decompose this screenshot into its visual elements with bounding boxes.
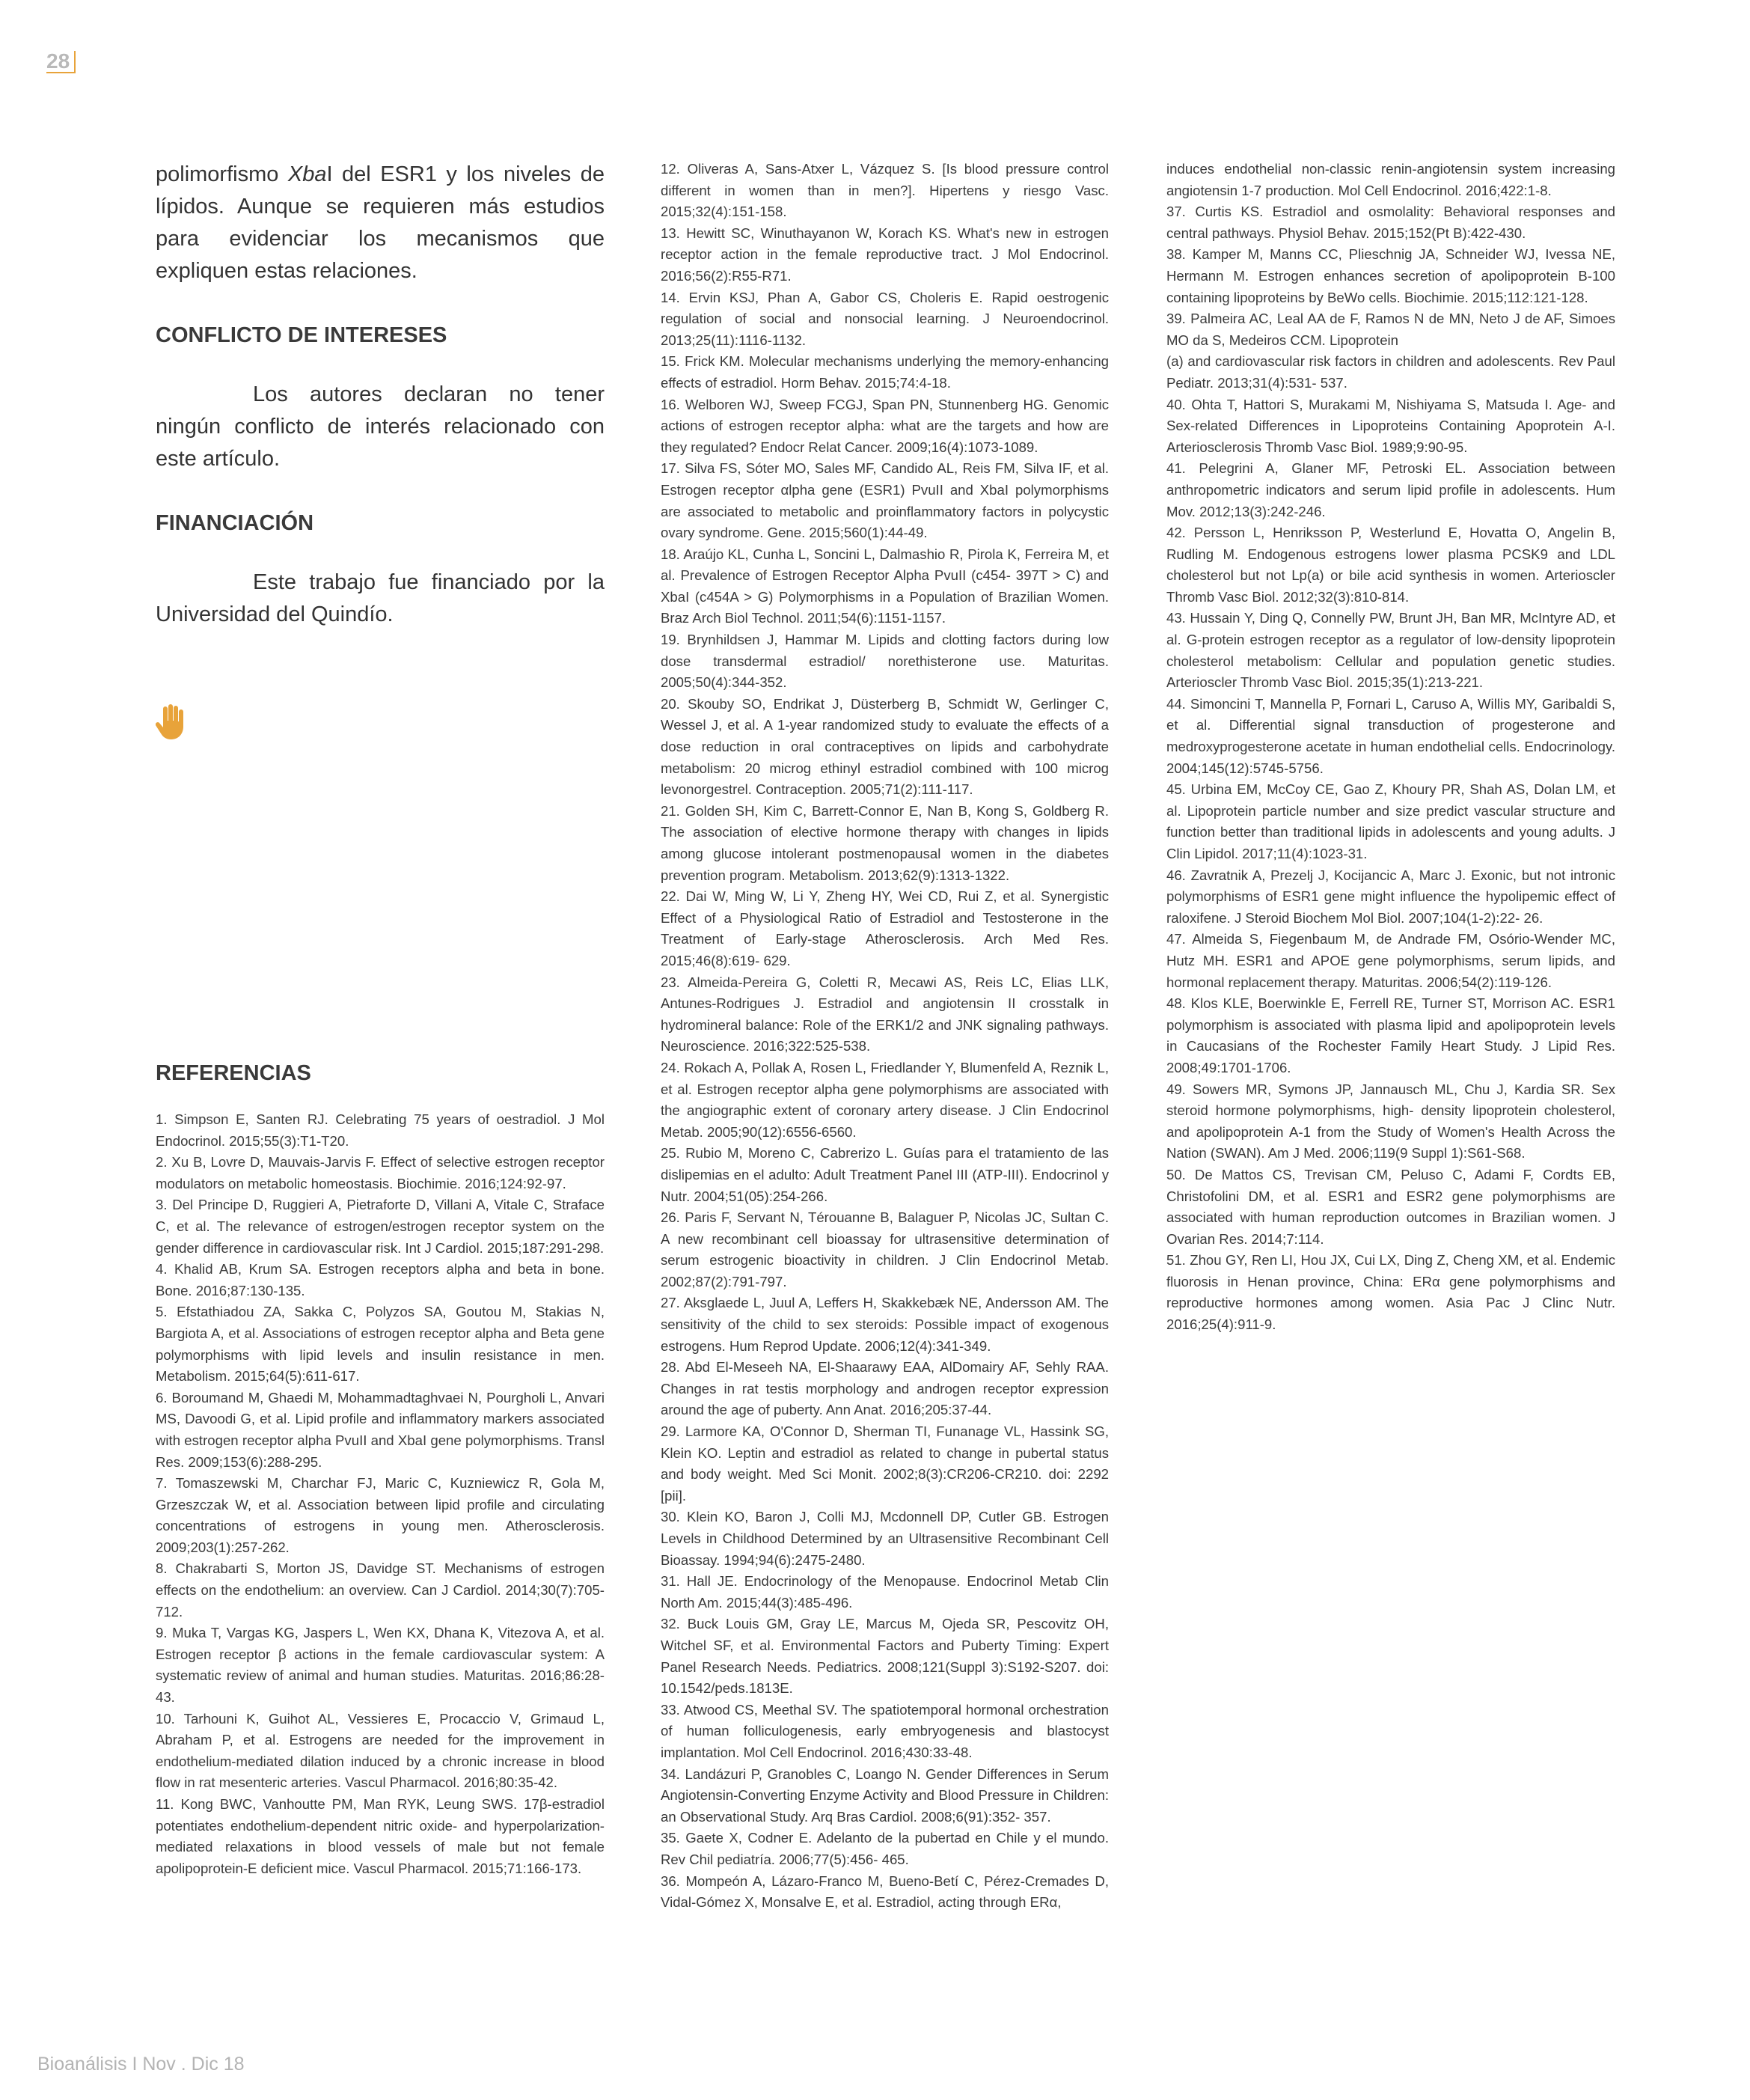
reference-item: 46. Zavratnik A, Prezelj J, Kocijancic A, Marc J. Exonic, but not intronic polymorphisms of ESR1 gene might influence the hypolipemic effect of raloxifene. J Steroid Biochem Mol Biol. 2007;104(1-2):22- 26. (1166, 867, 1615, 926)
reference-item: 47. Almeida S, Fiegenbaum M, de Andrade FM, Osório-Wender MC, Hutz MH. ESR1 and APOE gene polymorphisms, serum lipids, and hormonal replacement therapy. Maturitas. 2006;54(2):119-126. (1166, 931, 1615, 990)
reference-item: 25. Rubio M, Moreno C, Cabrerizo L. Guías para el tratamiento de las dislipemias en el adulto: Adult Treatment Panel III (ATP-III). Endocrinol y Nutr. 2004;51(05):254-266. (661, 1145, 1109, 1204)
intro-italic-term: Xba (287, 162, 327, 186)
references-heading: REFERENCIAS (156, 1061, 311, 1085)
reference-item: 14. Ervin KSJ, Phan A, Gabor CS, Choleris E. Rapid oestrogenic regulation of social and nonsocial learning. J Neuroendocrinol. 2013;25(11):1116-1132. (661, 289, 1109, 348)
intro-paragraph (156, 159, 605, 287)
reference-item: 20. Skouby SO, Endrikat J, Düsterberg B, Schmidt W, Gerlinger C, Wessel J, et al. A 1-year randomized study to evaluate the effects of a dose reduction in oral contraceptives on lipids and carbohydrate metabolism: 20 microg ethinyl estradiol combined with 100 microg levonorgestrel. Contraception. 2005;71(2):111-117. (661, 695, 1109, 798)
intro-text-before: polimorfismo (156, 162, 288, 186)
reference-item: 9. Muka T, Vargas KG, Jaspers L, Wen KX, Dhana K, Vitezova A, et al. Estrogen receptor β actions in the female cardiovascular system: A systematic review of animal and human studies. Maturitas. 2016;86:28-43. (156, 1625, 605, 1706)
reference-item: 18. Araújo KL, Cunha L, Soncini L, Dalmashio R, Pirola K, Ferreira M, et al. Prevalence of Estrogen Receptor Alpha PvuII (c454- 397T > C) and XbaI (c454A > G) Polymorphisms in a Population of Brazilian Women. Braz Arch Biol Technol. 2011;54(6):1151-1157. (661, 546, 1109, 626)
reference-item: 15. Frick KM. Molecular mechanisms underlying the memory-enhancing effects of estradiol. Horm Behav. 2015;74:4-18. (661, 353, 1109, 391)
reference-item: 43. Hussain Y, Ding Q, Connelly PW, Brunt JH, Ban MR, McIntyre AD, et al. G-protein estrogen receptor as a regulator of low-density lipoprotein cholesterol metabolism: Cellular and population genetic studies. Arterioscler Thromb Vasc Biol. 2015;35(1):213-221. (1166, 610, 1615, 691)
reference-item: 28. Abd El-Meseeh NA, El-Shaarawy EAA, AlDomairy AF, Sehly RAA. Changes in rat testis morphology and androgen receptor expression around the age of puberty. Ann Anat. 2016;205:37-44. (661, 1359, 1109, 1418)
reference-item: 17. Silva FS, Sóter MO, Sales MF, Candido AL, Reis FM, Silva IF, et al. Estrogen receptor αlpha gene (ESR1) PvuII and XbaI polymorphisms are associated to metabolic and proinflammatory factors in polycystic ovary syndrome. Gene. 2015;560(1):44-49. (661, 460, 1109, 541)
body-column (156, 159, 605, 740)
references-column-3 (1166, 159, 1615, 1336)
reference-item: 45. Urbina EM, McCoy CE, Gao Z, Khoury PR, Shah AS, Dolan LM, et al. Lipoprotein particle number and size predict vascular structure and function better than traditional lipids in adolescents and young adults. J Clin Lipidol. 2017;11(4):1023-31. (1166, 781, 1615, 861)
reference-item: 19. Brynhildsen J, Hammar M. Lipids and clotting factors during low dose transdermal estradiol/ norethisterone use. Maturitas. 2005;50(4):344-352. (661, 632, 1109, 691)
reference-item: 29. Larmore KA, O'Connor D, Sherman TI, Funanage VL, Hassink SG, Klein KO. Leptin and estradiol as related to change in pubertal status and body weight. Med Sci Monit. 2002;8(3):CR206-CR210. doi: 2292 [pii]. (661, 1423, 1109, 1504)
page-number: 28 (46, 51, 76, 73)
reference-item: 7. Tomaszewski M, Charchar FJ, Maric C, Kuzniewicz R, Gola M, Grzeszczak W, et al. Association between lipid profile and circulating concentrations of estrogens in young men. Atherosclerosis. 2009;203(1):257-262. (156, 1475, 605, 1555)
funding-text: Este trabajo fue financiado por la Universidad del Quindío. (156, 570, 605, 626)
reference-item: 40. Ohta T, Hattori S, Murakami M, Nishiyama S, Matsuda I. Age- and Sex-related Differences in Lipoproteins Containing Apoprotein A-I. Arteriosclerosis Thromb Vasc Biol. 1989;9:90-95. (1166, 396, 1615, 455)
reference-item: 36. Mompeón A, Lázaro-Franco M, Bueno-Betí C, Pérez-Cremades D, Vidal-Gómez X, Monsalve E, et al. Estradiol, acting through ERα, (661, 1872, 1109, 1911)
references-column-1 (156, 1109, 605, 1879)
reference-item: 42. Persson L, Henriksson P, Westerlund E, Hovatta O, Angelin B, Rudling M. Endogenous estrogens lower plasma PCSK9 and LDL cholesterol but not Lp(a) or bile acid synthesis in women. Arterioscler Thromb Vasc Biol. 2012;32(3):810-814. (1166, 525, 1615, 605)
reference-item: 27. Aksglaede L, Juul A, Leffers H, Skakkebæk NE, Andersson AM. The sensitivity of the child to sex steroids: Possible impact of exogenous estrogens. Hum Reprod Update. 2006;12(4):341-349. (661, 1295, 1109, 1354)
reference-item: 8. Chakrabarti S, Morton JS, Davidge ST. Mechanisms of estrogen effects on the endothelium: an overview. Can J Cardiol. 2014;30(7):705-712. (156, 1560, 605, 1620)
reference-item: 4. Khalid AB, Krum SA. Estrogen receptors alpha and beta in bone. Bone. 2016;87:130-135. (156, 1261, 605, 1298)
reference-item: 12. Oliveras A, Sans-Atxer L, Vázquez S. [Is blood pressure control different in women than in men?]. Hipertens y riesgo Vasc. 2015;32(4):151-158. (661, 161, 1109, 220)
reference-item: 50. De Mattos CS, Trevisan CM, Peluso C, Adami F, Cordts EB, Christofolini DM, et al. ESR1 and ESR2 gene polymorphisms are associated with human reproduction outcomes in Brazilian women. J Ovarian Res. 2014;7:114. (1166, 1166, 1615, 1247)
reference-item: 26. Paris F, Servant N, Térouanne B, Balaguer P, Nicolas JC, Sultan C. A new recombinant cell bioassay for ultrasensitive determination of serum estrogenic bioactivity in children. J Clin Endocrinol Metab. 2002;87(2):791-797. (661, 1209, 1109, 1289)
reference-item: 3. Del Principe D, Ruggieri A, Pietraforte D, Villani A, Vitale C, Straface C, et al. The relevance of estrogen/estrogen receptor system on the gender difference in cardiovascular risk. Int J Cardiol. 2015;187:291-298. (156, 1197, 605, 1256)
reference-item: 24. Rokach A, Pollak A, Rosen L, Friedlander Y, Blumenfeld A, Reznik L, et al. Estrogen receptor alpha gene polymorphisms are associated with the angiographic extent of coronary artery disease. J Clin Endocrinol Metab. 2005;90(12):6556-6560. (661, 1059, 1109, 1140)
reference-item: 5. Efstathiadou ZA, Sakka C, Polyzos SA, Goutou M, Stakias N, Bargiota A, et al. Associations of estrogen receptor alpha and Beta gene polymorphisms with lipid levels and insulin resistance in men. Metabolism. 2015;64(5):611-617. (156, 1304, 605, 1385)
reference-item: 38. Kamper M, Manns CC, Plieschnig JA, Schneider WJ, Ivessa NE, Hermann M. Estrogen enhances secretion of apolipoprotein B-100 containing lipoproteins by BeWo cells. Biochimie. 2015;112:121-128. (1166, 246, 1615, 305)
reference-item: 16. Welboren WJ, Sweep FCGJ, Span PN, Stunnenberg HG. Genomic actions of estrogen receptor alpha: what are the targets and how are they regulated? Endocr Relat Cancer. 2009;16(4):1073-1089. (661, 396, 1109, 455)
conflict-heading: CONFLICTO DE INTERESES (156, 323, 447, 347)
reference-item: 13. Hewitt SC, Winuthayanon W, Korach KS. What's new in estrogen receptor action in the female reproductive tract. J Mol Endocrinol. 2016;56(2):R55-R71. (661, 225, 1109, 284)
reference-item: 41. Pelegrini A, Glaner MF, Petroski EL. Association between anthropometric indicators and serum lipid profile in adolescents. Hum Mov. 2012;13(3):242-246. (1166, 460, 1615, 519)
conflict-text: Los autores declaran no tener ningún conflicto de interés relacionado con este artículo. (156, 382, 605, 471)
reference-item: 51. Zhou GY, Ren LI, Hou JX, Cui LX, Ding Z, Cheng XM, et al. Endemic fluorosis in Henan province, China: ERα gene polymorphisms and reproductive hormones among women. Asia Pac J Clinc Nutr. 2016;25(4):911-9. (1166, 1252, 1615, 1333)
reference-item: 30. Klein KO, Baron J, Colli MJ, Mcdonnell DP, Cutler GB. Estrogen Levels in Childhood Determined by an Ultrasensitive Recombinant Cell Bioassay. 1994;94(6):2475-2480. (661, 1509, 1109, 1568)
funding-heading: FINANCIACIÓN (156, 511, 314, 535)
reference-item: 2. Xu B, Lovre D, Mauvais-Jarvis F. Effect of selective estrogen receptor modulators on metabolic homeostasis. Biochimie. 2016;124:92-97. (156, 1154, 605, 1191)
reference-item: 23. Almeida-Pereira G, Coletti R, Mecawi AS, Reis LC, Elias LLK, Antunes-Rodrigues J. Estradiol and angiotensin II crosstalk in hydromineral balance: Role of the ERK1/2 and JNK signaling pathways. Neuroscience. 2016;322:525-538. (661, 974, 1109, 1054)
reference-item: induces endothelial non-classic renin-angiotensin system increasing angiotensin 1-7 production. Mol Cell Endocrinol. 2016;422:1-8. (1166, 161, 1615, 198)
reference-item: 34. Landázuri P, Granobles C, Loango N. Gender Differences in Serum Angiotensin-Converting Enzyme Activity and Blood Pressure in Children: an Observational Study. Arq Bras Cardiol. 2008;6(91):352- 357. (661, 1765, 1109, 1825)
reference-item: 32. Buck Louis GM, Gray LE, Marcus M, Ojeda SR, Pescovitz OH, Witchel SF, et al. Environmental Factors and Puberty Timing: Expert Panel Research Needs. Pediatrics. 2008;121(Suppl 3):S192-S207. doi: 10.1542/peds.1813E. (661, 1616, 1109, 1697)
reference-item: (a) and cardiovascular risk factors in children and adolescents. Rev Paul Pediatr. 2013;31(4):531- 537. (1166, 353, 1615, 391)
reference-item: 1. Simpson E, Santen RJ. Celebrating 75 years of oestradiol. J Mol Endocrinol. 2015;55(3):T1-T20. (156, 1111, 605, 1149)
reference-item: 48. Klos KLE, Boerwinkle E, Ferrell RE, Turner ST, Morrison AC. ESR1 polymorphism is associated with plasma lipid and apolipoprotein levels in Caucasians of the Rochester Family Heart Study. J Lipid Res. 2008;49:1701-1706. (1166, 995, 1615, 1075)
references-column-2 (661, 159, 1109, 1914)
reference-item: 49. Sowers MR, Symons JP, Jannausch ML, Chu J, Kardia SR. Sex steroid hormone polymorphisms, high- density lipoprotein cholesterol, and apolipoprotein A-1 from the Study of Women's Health Across the Nation (SWAN). Am J Med. 2006;119(9 Suppl 1):S61-S68. (1166, 1081, 1615, 1162)
reference-item: 21. Golden SH, Kim C, Barrett-Connor E, Nan B, Kong S, Goldberg R. The association of elective hormone therapy with changes in lipids among glucose intolerant postmenopausal women in the diabetes prevention program. Metabolism. 2013;62(9):1313-1322. (661, 802, 1109, 883)
intro-text-after: I del ESR1 y los niveles de lípidos. Aunque se requieren más estudios para evidenciar los mecanismos que expliquen estas relaciones. (156, 162, 605, 283)
reference-item: 31. Hall JE. Endocrinology of the Menopause. Endocrinol Metab Clin North Am. 2015;44(3):485-496. (661, 1573, 1109, 1611)
reference-item: 6. Boroumand M, Ghaedi M, Mohammadtaghvaei N, Pourgholi L, Anvari MS, Davoodi G, et al. Lipid profile and inflammatory markers associated with estrogen receptor alpha PvuII and XbaI gene polymorphisms. Transl Res. 2009;153(6):288-295. (156, 1389, 605, 1470)
reference-item: 39. Palmeira AC, Leal AA de F, Ramos N de MN, Neto J de AF, Simoes MO da S, Medeiros CCM. Lipoprotein (1166, 311, 1615, 348)
reference-item: 11. Kong BWC, Vanhoutte PM, Man RYK, Leung SWS. 17β-estradiol potentiates endothelium-dependent nitric oxide- and hyperpolarization-mediated relaxations in blood vessels of male but not female apolipoprotein-E deficient mice. Vascul Pharmacol. 2015;71:166-173. (156, 1796, 605, 1876)
reference-item: 44. Simoncini T, Mannella P, Fornari L, Caruso A, Willis MY, Garibaldi S, et al. Differential signal transduction of progesterone and medroxyprogesterone acetate in human endothelial cells. Endocrinology. 2004;145(12):5745-5756. (1166, 695, 1615, 776)
reference-item: 35. Gaete X, Codner E. Adelanto de la pubertad en Chile y el mundo. Rev Chil pediatría. 2006;77(5):456- 465. (661, 1830, 1109, 1867)
reference-item: 22. Dai W, Ming W, Li Y, Zheng HY, Wei CD, Rui Z, et al. Synergistic Effect of a Physiological Ratio of Estradiol and Testosterone in the Treatment of Early-stage Atherosclerosis. Arch Med Res. 2015;46(8):619- 629. (661, 888, 1109, 968)
reference-item: 37. Curtis KS. Estradiol and osmolality: Behavioral responses and central pathways. Physiol Behav. 2015;152(Pt B):422-430. (1166, 204, 1615, 241)
hand-stop-icon (156, 704, 187, 740)
footer-journal-issue: Bioanálisis I Nov . Dic 18 (37, 2054, 245, 2075)
reference-item: 10. Tarhouni K, Guihot AL, Vessieres E, Procaccio V, Grimaud L, Abraham P, et al. Estrogens are needed for the improvement in endothelium-mediated dilation induced by a chronic increase in blood flow in rat mesenteric arteries. Vascul Pharmacol. 2016;80:35-42. (156, 1710, 605, 1791)
reference-item: 33. Atwood CS, Meethal SV. The spatiotemporal hormonal orchestration of human folliculogenesis, early embryogenesis and blastocyst implantation. Mol Cell Endocrinol. 2016;430:33-48. (661, 1701, 1109, 1760)
